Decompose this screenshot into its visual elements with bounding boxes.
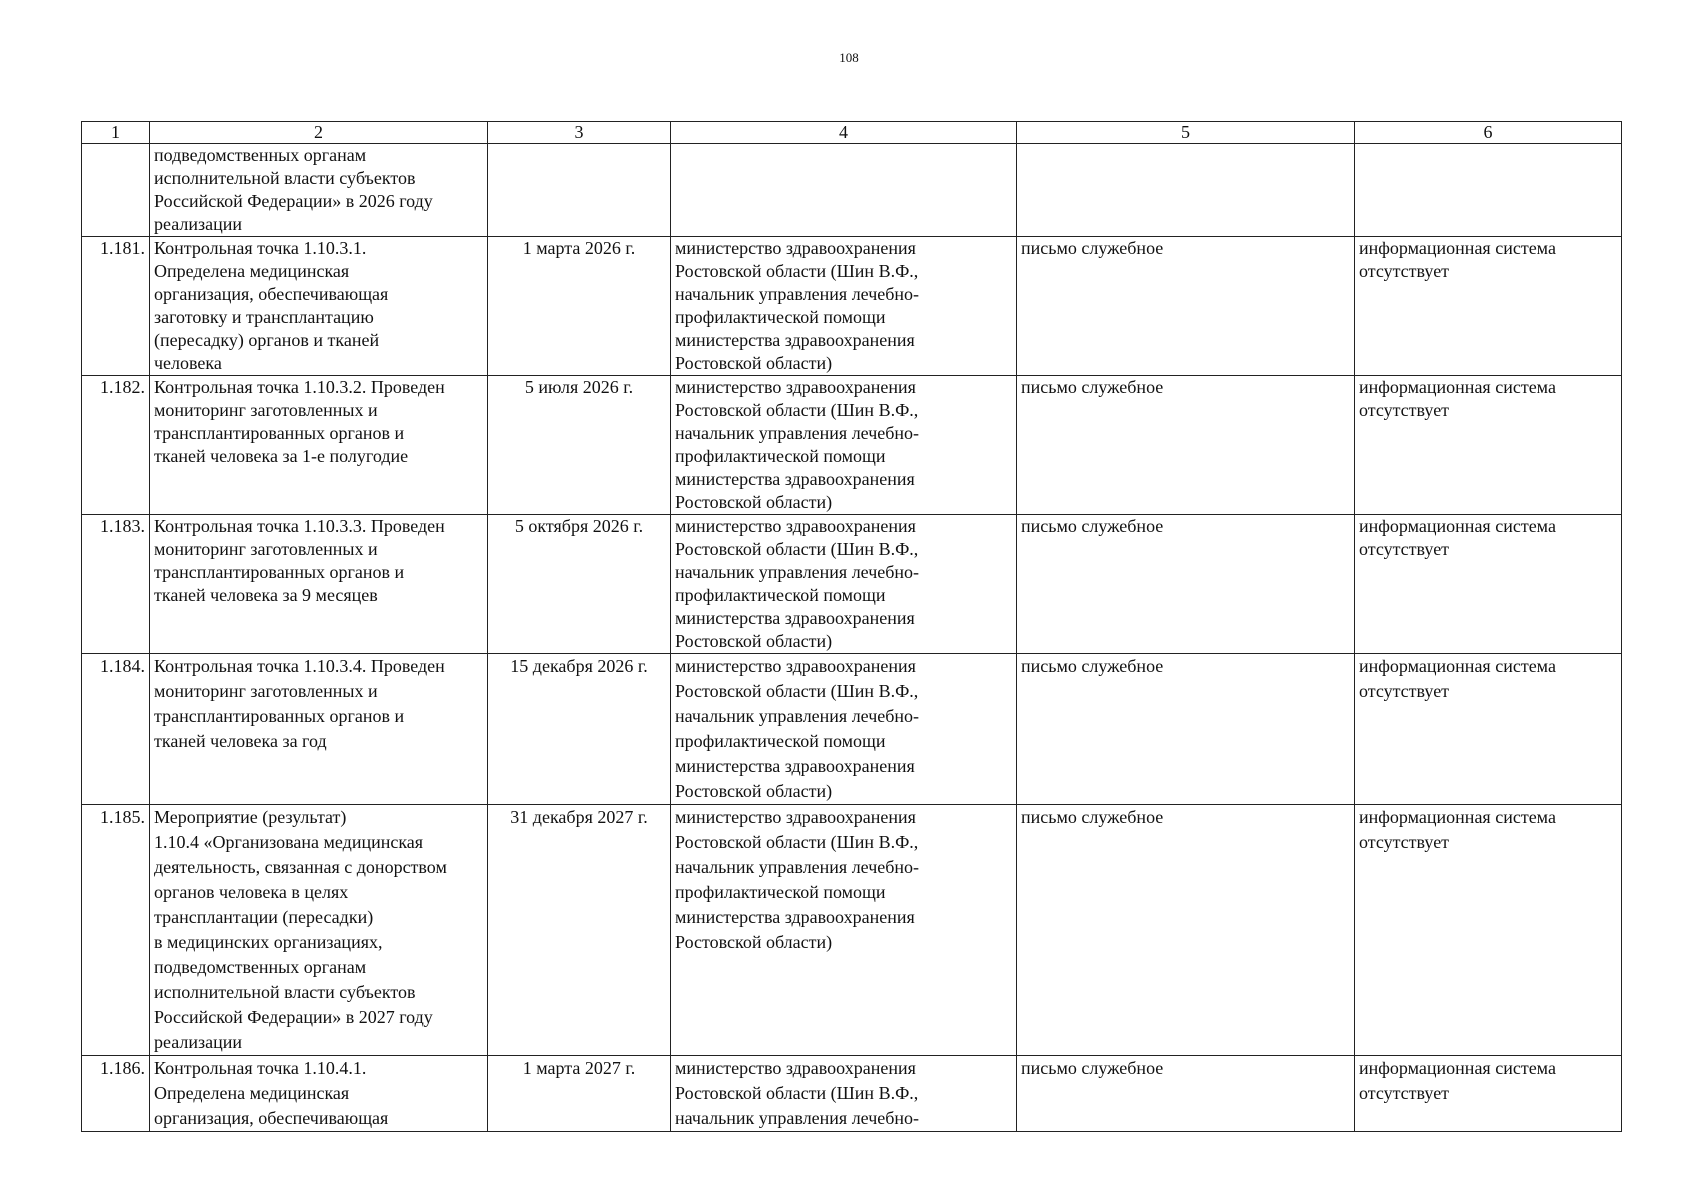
responsible-line: Ростовской области (Шин В.Ф., bbox=[675, 539, 919, 559]
responsible-line: профилактической помощи bbox=[675, 307, 886, 327]
description-line: трансплантированных органов и bbox=[154, 562, 405, 582]
responsible-line: министерство здравоохранения bbox=[675, 1058, 916, 1078]
responsible-line: Ростовской области (Шин В.Ф., bbox=[675, 832, 919, 852]
responsible-line: профилактической помощи bbox=[675, 446, 886, 466]
responsible-line: Ростовской области (Шин В.Ф., bbox=[675, 400, 919, 420]
info-system-line: информационная система bbox=[1359, 377, 1556, 397]
responsible-line: Ростовской области) bbox=[675, 932, 833, 952]
responsible-line: министерство здравоохранения bbox=[675, 238, 916, 258]
cell-info-system bbox=[1355, 376, 1622, 515]
responsible-line: Ростовской области (Шин В.Ф., bbox=[675, 261, 919, 281]
description-line: тканей человека за 1-е полугодие bbox=[154, 446, 409, 466]
info-system-line: отсутствует bbox=[1359, 539, 1450, 559]
responsible-line: начальник управления лечебно- bbox=[675, 706, 920, 726]
description-line: в медицинских организациях, bbox=[154, 932, 383, 952]
description-line: Российской Федерации» в 2026 году bbox=[154, 191, 433, 211]
description-line: заготовку и трансплантацию bbox=[154, 307, 374, 327]
responsible-line: министерства здравоохранения bbox=[675, 608, 915, 628]
description-line: организация, обеспечивающая bbox=[154, 1108, 389, 1128]
cell-document bbox=[1017, 144, 1355, 237]
column-header-6: 6 bbox=[1355, 122, 1622, 144]
cell-num bbox=[82, 144, 150, 237]
description-line: мониторинг заготовленных и bbox=[154, 539, 378, 559]
responsible-line: начальник управления лечебно- bbox=[675, 562, 920, 582]
cell-num: 1.184. bbox=[82, 654, 150, 805]
cell-date bbox=[488, 144, 671, 237]
description-line: реализации bbox=[154, 1032, 242, 1052]
description-line: исполнительной власти субъектов bbox=[154, 982, 416, 1002]
cell-responsible bbox=[671, 144, 1017, 237]
responsible-line: министерство здравоохранения bbox=[675, 516, 916, 536]
info-system-line: информационная система bbox=[1359, 807, 1556, 827]
description-line: мониторинг заготовленных и bbox=[154, 681, 378, 701]
description-line: Контрольная точка 1.10.3.1. bbox=[154, 238, 367, 258]
cell-document: письмо служебное bbox=[1017, 805, 1355, 1056]
description-line: трансплантированных органов и bbox=[154, 706, 405, 726]
responsible-line: начальник управления лечебно- bbox=[675, 1108, 920, 1128]
responsible-line: профилактической помощи bbox=[675, 882, 886, 902]
control-points-table bbox=[81, 121, 1622, 1132]
table-row-continuation bbox=[82, 144, 1622, 237]
cell-responsible bbox=[671, 237, 1017, 376]
cell-info-system bbox=[1355, 805, 1622, 1056]
cell-responsible bbox=[671, 805, 1017, 1056]
table-row bbox=[82, 515, 1622, 654]
cell-date: 1 марта 2026 г. bbox=[488, 237, 671, 376]
info-system-line: информационная система bbox=[1359, 1058, 1556, 1078]
cell-description bbox=[150, 376, 488, 515]
cell-description bbox=[150, 805, 488, 1056]
cell-document: письмо служебное bbox=[1017, 237, 1355, 376]
description-line: Контрольная точка 1.10.3.2. Проведен bbox=[154, 377, 445, 397]
responsible-line: министерство здравоохранения bbox=[675, 377, 916, 397]
responsible-line: начальник управления лечебно- bbox=[675, 423, 920, 443]
responsible-line: Ростовской области (Шин В.Ф., bbox=[675, 681, 919, 701]
responsible-line: начальник управления лечебно- bbox=[675, 284, 920, 304]
column-header-2: 2 bbox=[150, 122, 488, 144]
cell-info-system bbox=[1355, 144, 1622, 237]
info-system-line: отсутствует bbox=[1359, 681, 1450, 701]
cell-responsible bbox=[671, 376, 1017, 515]
cell-date: 15 декабря 2026 г. bbox=[488, 654, 671, 805]
cell-num: 1.186. bbox=[82, 1056, 150, 1132]
responsible-line: профилактической помощи bbox=[675, 731, 886, 751]
responsible-line: министерства здравоохранения bbox=[675, 330, 915, 350]
column-header-1: 1 bbox=[82, 122, 150, 144]
responsible-line: Ростовской области) bbox=[675, 781, 833, 801]
description-line: Контрольная точка 1.10.3.4. Проведен bbox=[154, 656, 445, 676]
responsible-line: министерство здравоохранения bbox=[675, 656, 916, 676]
cell-description bbox=[150, 1056, 488, 1132]
responsible-line: Ростовской области) bbox=[675, 353, 833, 373]
description-line: трансплантированных органов и bbox=[154, 423, 405, 443]
cell-description bbox=[150, 515, 488, 654]
responsible-line: Ростовской области) bbox=[675, 492, 833, 512]
table-row bbox=[82, 237, 1622, 376]
table-row bbox=[82, 376, 1622, 515]
cell-date: 31 декабря 2027 г. bbox=[488, 805, 671, 1056]
description-line: тканей человека за 9 месяцев bbox=[154, 585, 378, 605]
cell-info-system bbox=[1355, 1056, 1622, 1132]
cell-description bbox=[150, 654, 488, 805]
cell-num: 1.181. bbox=[82, 237, 150, 376]
info-system-line: отсутствует bbox=[1359, 261, 1450, 281]
responsible-line: министерство здравоохранения bbox=[675, 807, 916, 827]
description-line: Российской Федерации» в 2027 году bbox=[154, 1007, 433, 1027]
table-row bbox=[82, 805, 1622, 1056]
cell-info-system bbox=[1355, 654, 1622, 805]
description-line: подведомственных органам bbox=[154, 957, 367, 977]
cell-num: 1.183. bbox=[82, 515, 150, 654]
cell-document: письмо служебное bbox=[1017, 515, 1355, 654]
cell-document: письмо служебное bbox=[1017, 654, 1355, 805]
column-header-4: 4 bbox=[671, 122, 1017, 144]
description-line: Контрольная точка 1.10.4.1. bbox=[154, 1058, 367, 1078]
cell-document: письмо служебное bbox=[1017, 1056, 1355, 1132]
description-line: 1.10.4 «Организована медицинская bbox=[154, 832, 424, 852]
responsible-line: Ростовской области) bbox=[675, 631, 833, 651]
info-system-line: отсутствует bbox=[1359, 1083, 1450, 1103]
table-row bbox=[82, 654, 1622, 805]
info-system-line: отсутствует bbox=[1359, 400, 1450, 420]
responsible-line: министерства здравоохранения bbox=[675, 756, 915, 776]
responsible-line: профилактической помощи bbox=[675, 585, 886, 605]
info-system-line: информационная система bbox=[1359, 238, 1556, 258]
column-number-header-row bbox=[82, 122, 1622, 144]
info-system-line: информационная система bbox=[1359, 656, 1556, 676]
responsible-line: Ростовской области (Шин В.Ф., bbox=[675, 1083, 919, 1103]
description-line: реализации bbox=[154, 214, 242, 234]
cell-responsible bbox=[671, 654, 1017, 805]
description-line: исполнительной власти субъектов bbox=[154, 168, 416, 188]
description-line: подведомственных органам bbox=[154, 145, 367, 165]
cell-responsible bbox=[671, 515, 1017, 654]
description-line: Контрольная точка 1.10.3.3. Проведен bbox=[154, 516, 445, 536]
description-line: мониторинг заготовленных и bbox=[154, 400, 378, 420]
description-line: Определена медицинская bbox=[154, 1083, 350, 1103]
cell-date: 1 марта 2027 г. bbox=[488, 1056, 671, 1132]
cell-date: 5 июля 2026 г. bbox=[488, 376, 671, 515]
description-line: органов человека в целях bbox=[154, 882, 349, 902]
description-line: Мероприятие (результат) bbox=[154, 807, 347, 827]
cell-description bbox=[150, 144, 488, 237]
column-header-5: 5 bbox=[1017, 122, 1355, 144]
cell-responsible bbox=[671, 1056, 1017, 1132]
cell-date: 5 октября 2026 г. bbox=[488, 515, 671, 654]
cell-info-system bbox=[1355, 515, 1622, 654]
cell-description bbox=[150, 237, 488, 376]
page-number: 108 bbox=[839, 50, 859, 65]
description-line: (пересадку) органов и тканей bbox=[154, 330, 380, 350]
responsible-line: министерства здравоохранения bbox=[675, 469, 915, 489]
description-line: деятельность, связанная с донорством bbox=[154, 857, 447, 877]
column-header-3: 3 bbox=[488, 122, 671, 144]
description-line: Определена медицинская bbox=[154, 261, 350, 281]
cell-num: 1.185. bbox=[82, 805, 150, 1056]
info-system-line: отсутствует bbox=[1359, 832, 1450, 852]
description-line: тканей человека за год bbox=[154, 731, 327, 751]
cell-num: 1.182. bbox=[82, 376, 150, 515]
responsible-line: начальник управления лечебно- bbox=[675, 857, 920, 877]
description-line: человека bbox=[154, 353, 222, 373]
cell-info-system bbox=[1355, 237, 1622, 376]
responsible-line: министерства здравоохранения bbox=[675, 907, 915, 927]
table-row bbox=[82, 1056, 1622, 1132]
cell-document: письмо служебное bbox=[1017, 376, 1355, 515]
info-system-line: информационная система bbox=[1359, 516, 1556, 536]
description-line: организация, обеспечивающая bbox=[154, 284, 389, 304]
description-line: трансплантации (пересадки) bbox=[154, 907, 374, 927]
